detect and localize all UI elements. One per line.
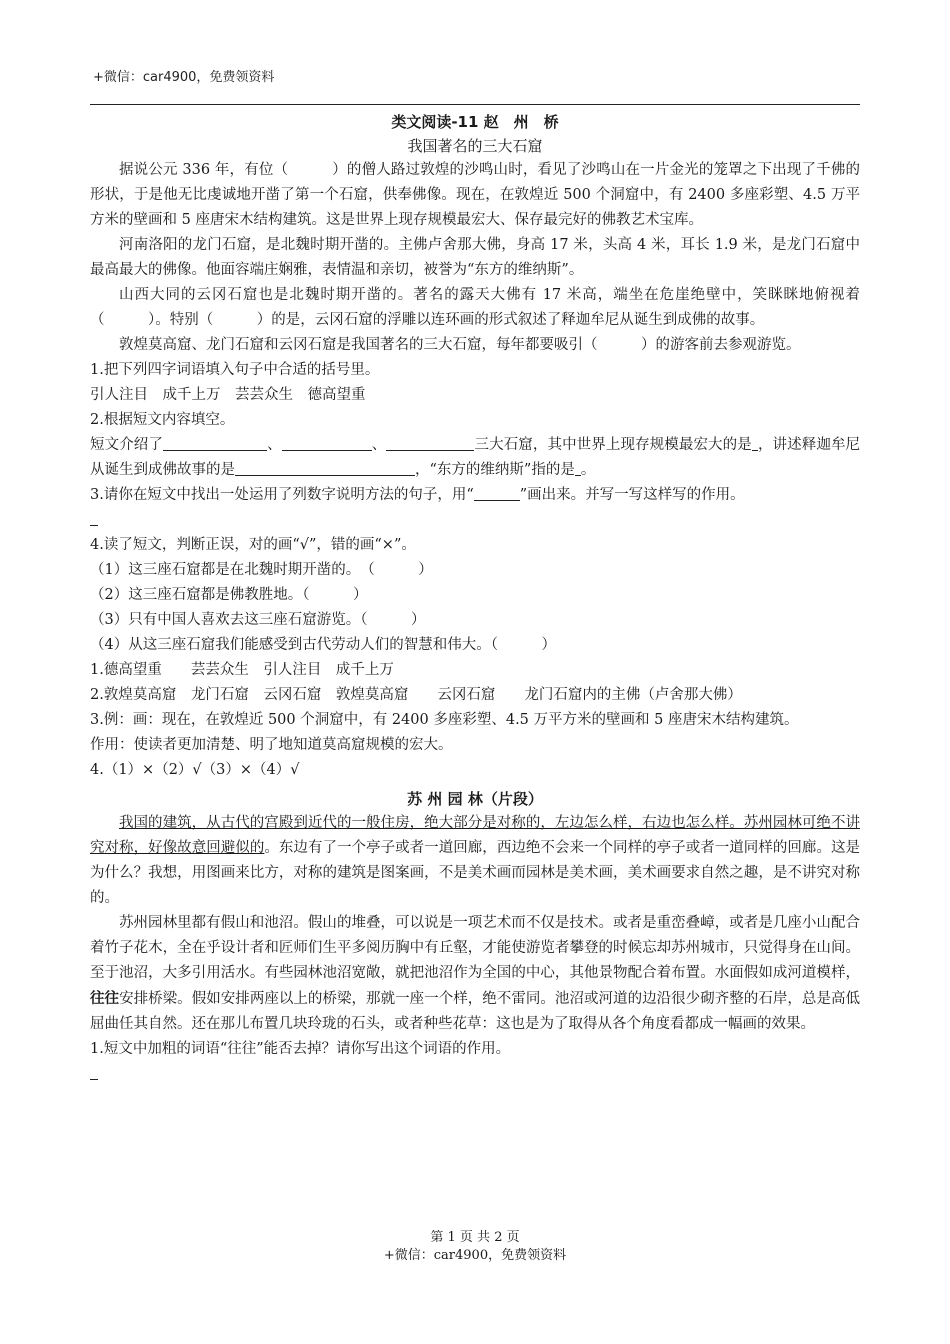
answer-item: 作用：使读者更加清楚、明了地知道莫高窟规模的宏大。	[90, 737, 453, 753]
answer-line	[90, 1062, 860, 1087]
answer-item: 2.敦煌莫高窟 龙门石窟 云冈石窟 敦煌莫高窟 云冈石窟 龙门石窟内的主佛（卢舍那大佛）	[90, 687, 742, 703]
question-4-item: （3）只有中国人喜欢去这三座石窟游览。（ ）	[90, 612, 426, 628]
page-footer	[0, 1229, 950, 1265]
fill-blank[interactable]	[163, 434, 267, 451]
page-number: 第 1 页 共 2 页	[430, 1230, 520, 1245]
question-4-item: （4）从这三座石窟我们能感受到古代劳动人们的智慧和伟大。（ ）	[90, 637, 556, 653]
article-paragraph: 据说公元 336 年，有位（ ）的僧人路过敦煌的沙鸣山时，看见了沙鸣山在一片金光的笼罩之下出现了千佛的形状，于是他无比虔诚地开凿了第一个石窟，供奉佛像。现在，在敦煌近 500 个洞窟中，有 2400 多座彩塑、4.5 万平方米的壁画和 5 座唐宋木结构建筑。这是世界上现存规模最宏大、保存最完好的佛教艺术宝库。	[90, 162, 860, 228]
section-title: 类文阅读-11 赵 州 桥	[391, 113, 559, 131]
article-paragraph: 我国的建筑，从古代的宫殿到近代的一般住房，绝大部分是对称的，左边怎么样，右边也怎么样。苏州园林可绝不讲究对称，好像故意回避似的。东边有了一个亭子或者一道回廊，西边绝不会来一个同样的亭子或者一道同样的回廊。这是为什么？我想，用图画来比方，对称的建筑是图案画，不是美术画而园林是美术画，美术画要求自然之趣，是不讲究对称的。	[90, 815, 861, 906]
answer-item: 4.（1）×（2）√（3）×（4）√	[90, 762, 300, 778]
fill-blank[interactable]	[90, 1063, 98, 1080]
answer-item: 1.德高望重 芸芸众生 引人注目 成千上万	[90, 662, 394, 678]
fill-blank[interactable]	[235, 459, 415, 476]
question-4: 4.读了短文，判断正误，对的画“√”，错的画“×”。	[90, 537, 416, 553]
article-paragraph: 苏州园林里都有假山和池沼。假山的堆叠，可以说是一项艺术而不仅是技术。或者是重峦叠嶂，或者是几座小山配合着竹子花木，全在乎设计者和匠师们生平多阅历胸中有丘壑，才能使游览者攀登的时候忘却苏州城市，只觉得身在山间。至于池沼，大多引用活水。有些园林池沼宽敞，就把池沼作为全国的中心，其他景物配合着布置。水面假如成河道模样，往往安排桥梁。假如安排两座以上的桥梁，那就一座一个样，绝不雷同。池沼或河道的边沿很少砌齐整的石岸，总是高低屈曲任其自然。还在那儿布置几块玲珑的石头，或者种些花草：这也是为了取得从各个角度看都成一幅画的效果。	[90, 915, 861, 1032]
header-rule	[90, 104, 860, 105]
article-paragraph: 敦煌莫高窟、龙门石窟和云冈石窟是我国著名的三大石窟，每年都要吸引（ ）的游客前去参观游览。	[119, 337, 801, 353]
bold-word: 往往	[90, 990, 120, 1007]
fill-blank[interactable]	[386, 434, 474, 451]
fill-blank[interactable]	[282, 434, 372, 451]
footer-note: +微信：car4900，免费领资料	[383, 1248, 567, 1263]
header-note: +微信：car4900，免费领资料	[93, 70, 275, 85]
question-2-fill: 短文介绍了 、 、 三大石窟，其中世界上现存规模最宏大的是 ，讲述释迦牟尼从诞生到成佛故事的是 ，“东方的维纳斯”指的是 。	[90, 433, 860, 483]
question-2: 2.根据短文内容填空。	[90, 412, 235, 428]
question-1: 1.短文中加粗的词语“往往”能否去掉？请你写出这个词语的作用。	[90, 1041, 511, 1057]
question-1: 1.把下列四字词语填入句子中合适的括号里。	[90, 362, 380, 378]
article-title: 我国著名的三大石窟	[407, 137, 543, 155]
question-4-item: （2）这三座石窟都是佛教胜地。（ ）	[90, 587, 368, 603]
content	[90, 110, 860, 1087]
underline-sample	[474, 484, 520, 501]
article-paragraph: 山西大同的云冈石窟也是北魏时期开凿的。著名的露天大佛有 17 米高，端坐在危崖绝壁中，笑眯眯地俯视着（ ）。特别（ ）的是，云冈石窟的浮雕以连环画的形式叙述了释迦牟尼从诞生到成佛的故事。	[90, 287, 860, 328]
underlined-text: 我国的建筑，从古代的宫殿到近代的一般住房，绝大部分是对称的，左边怎么样，右边也怎么样。苏州园林可绝不讲究对称，好像故意回避似的	[90, 815, 860, 856]
question-4-item: （1）这三座石窟都是在北魏时期开凿的。 （ ）	[90, 562, 433, 578]
article-paragraph: 河南洛阳的龙门石窟，是北魏时期开凿的。主佛卢舍那大佛，身高 17 米，头高 4 米，耳长 1.9 米，是龙门石窟中最高最大的佛像。他面容端庄娴雅，表情温和亲切，被誉为“东方的维纳斯”。	[90, 237, 860, 278]
article-title-2: 苏 州 园 林（片段）	[407, 790, 543, 808]
question-1-words: 引人注目 成千上万 芸芸众生 德高望重	[90, 387, 366, 403]
question-3: 3.请你在短文中找出一处运用了列数字说明方法的句子，用“ ”画出来。并写一写这样写的作用。	[90, 483, 860, 508]
answer-item: 3.例：画：现在，在敦煌近 500 个洞窟中，有 2400 多座彩塑、4.5 万平方米的壁画和 5 座唐宋木结构建筑。	[90, 712, 799, 728]
answer-line	[90, 508, 860, 533]
fill-blank[interactable]	[90, 509, 98, 526]
